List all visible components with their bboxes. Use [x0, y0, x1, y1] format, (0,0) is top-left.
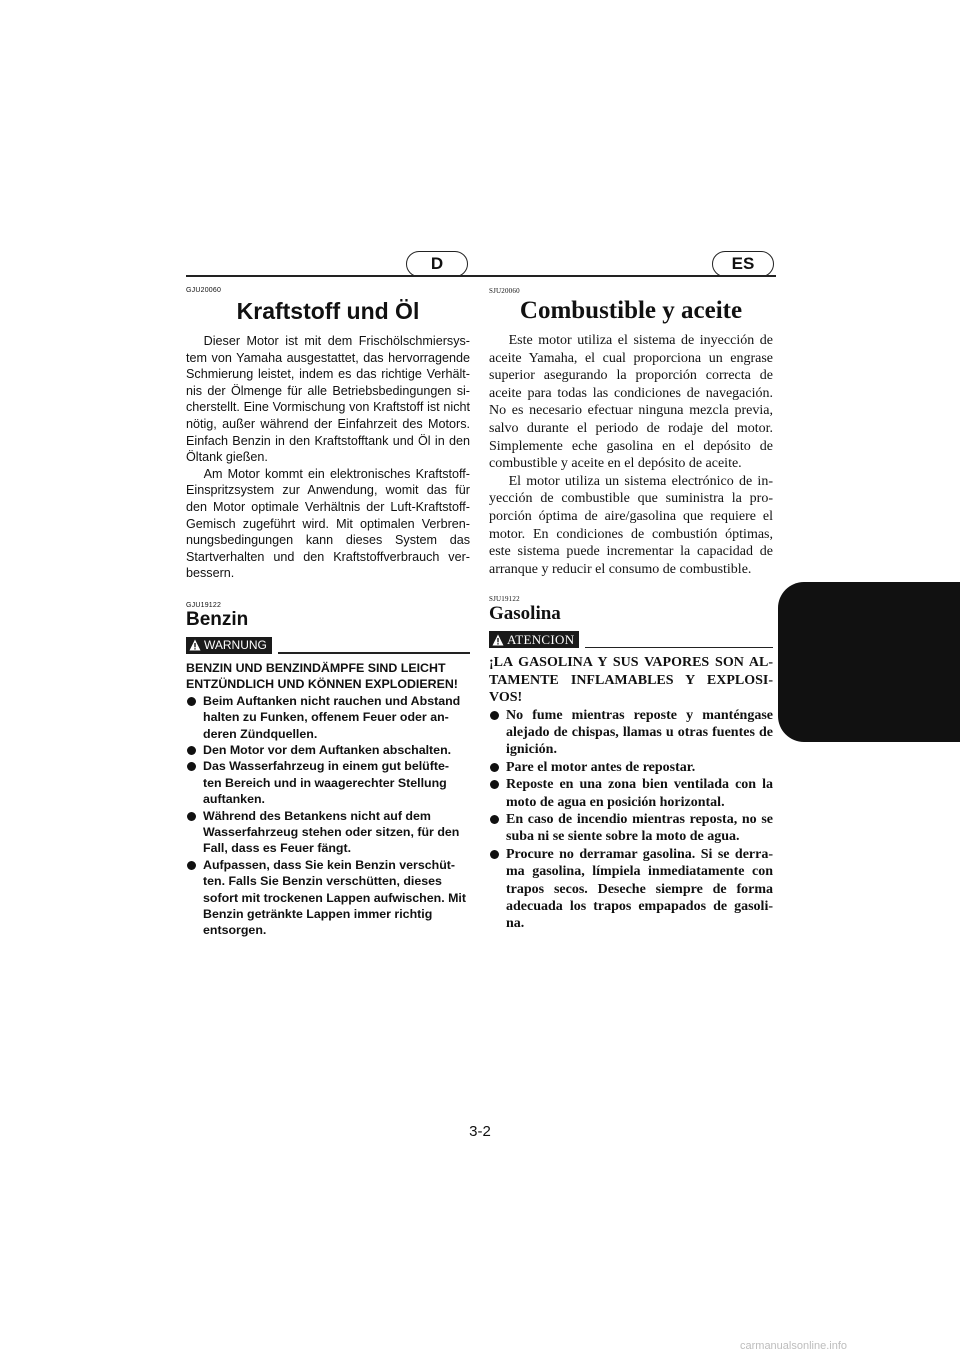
- bullet-icon: [490, 815, 499, 824]
- warning-badge: [489, 631, 579, 648]
- list-item: Beim Auftanken nicht rauchen und Abstand halten zu Funken, offenem Feuer oder an- deren Zündquellen.: [186, 693, 470, 742]
- column-german: [186, 287, 470, 939]
- list-item: Den Motor vor dem Auftanken abschalten.: [186, 742, 470, 758]
- warning-label: WARNUNG: [204, 638, 267, 653]
- section-code: SJU20060: [489, 287, 520, 295]
- paragraph: Dieser Motor ist mit dem Frischölschmiersys- tem von Yamaha ausgestattet, das hervorragende Schmierung leistet, indem es das richtige Verhält- nis der Ölmenge für alle Betriebsbedingungen si- cherstellt. Eine Vormischung von Kraftstoff ist nicht nötig, außer während der Einfahrzeit des Motors. Einfach Benzin in den Kraftstofftank und Öl in den Öltank gießen.: [186, 334, 470, 465]
- list-item: Pare el motor antes de repostar.: [489, 759, 773, 776]
- list-item: Procure no derramar gasolina. Si se derra- ma gasolina, límpiela inmediatamente con trapos secos. Deseche siempre de forma adecuada los trapos empapados de gasoli- na.: [489, 846, 773, 933]
- language-tab-de: D: [406, 251, 468, 277]
- list-item: Das Wasserfahrzeug in einem gut belüfte- ten Bereich und in waagerechter Stellung auftanken.: [186, 758, 470, 807]
- warning-triangle-icon: [492, 634, 504, 646]
- bullet-icon: [490, 850, 499, 859]
- bullet-icon: [187, 746, 196, 755]
- subsection-code: GJU19122: [186, 601, 222, 609]
- list-item: No fume mientras reposte y manténgase alejado de chispas, llamas u otras fuentes de ignición.: [489, 707, 773, 759]
- language-tab-es: ES: [712, 251, 774, 277]
- list-item: Reposte en una zona bien ventilada con la moto de agua en posición horizontal.: [489, 776, 773, 811]
- section-title: Kraftstoff und Öl: [236, 298, 420, 324]
- column-spanish: [489, 287, 773, 933]
- header-rule: [186, 275, 776, 277]
- warning-lead: BENZIN UND BENZINDÄMPFE SIND LEICHT ENTZÜNDLICH UND KÖNNEN EXPLODIEREN!: [186, 660, 458, 692]
- warning-header: [186, 637, 470, 654]
- section-code: GJU20060: [186, 287, 222, 294]
- bullet-icon: [187, 812, 196, 821]
- bullet-icon: [187, 762, 196, 771]
- section-title: Combustible y aceite: [519, 297, 743, 324]
- warning-lead: ¡LA GASOLINA Y SUS VAPORES SON AL- TAMENTE INFLAMABLES Y EXPLOSI- VOS!: [489, 655, 773, 706]
- warning-list: [489, 707, 773, 933]
- paragraph: Am Motor kommt ein elektronisches Kraftstoff- Einspritzsystem zur Anwendung, womit das für den Motor optimale Verhältnis der Luft-Kraftstoff- Gemisch zugeführt wird. Mit optimalen Verbren- nungsbedingungen kann dieses System das Startverhalten und den Kraftstoffverbrauch ver- bessern.: [186, 466, 470, 581]
- subsection-title: Benzin: [186, 608, 249, 630]
- bullet-icon: [490, 711, 499, 720]
- watermark: carmanualsonline.info: [740, 1340, 848, 1352]
- warning-rule: [278, 652, 470, 654]
- subsection-code: SJU19122: [489, 595, 520, 604]
- warning-rule: [585, 647, 773, 649]
- list-item: En caso de incendio mientras reposta, no se suba ni se siente sobre la moto de agua.: [489, 811, 773, 846]
- warning-badge: [186, 637, 272, 654]
- warning-list: [186, 693, 470, 939]
- list-item: Während des Betankens nicht auf dem Wasserfahrzeug stehen oder sitzen, für den Fall, dass es Feuer fängt.: [186, 808, 470, 857]
- bullet-icon: [490, 763, 499, 772]
- warning-label: ATENCION: [507, 631, 575, 647]
- page-number: 3-2: [469, 1123, 491, 1140]
- paragraph: Este motor utiliza el sistema de inyección de aceite Yamaha, el cual proporciona un engrase superior asegurando la proporción correcta de aceite para todas las condiciones de navegación. No es necesario efectuar ninguna mezcla previa, salvo durante el periodo de rodaje del motor. Simplemente eche gasolina en el depósito de combustible y aceite en el depósito de aceite.: [489, 333, 773, 472]
- bullet-icon: [490, 780, 499, 789]
- warning-triangle-icon: [189, 639, 201, 651]
- paragraph: El motor utiliza un sistema electrónico de in- yección de combustible que suministra la pro- porción óptima de aire/gasolina que requiere el motor. En condiciones de combustión óptimas, este sistema puede incrementar la capacidad de arranque y reducir el consumo de combustible.: [489, 473, 773, 577]
- bullet-icon: [187, 861, 196, 870]
- list-item: Aufpassen, dass Sie kein Benzin verschüt- ten. Falls Sie Benzin verschütten, dieses sofort mit trockenen Lappen aufwischen. Mit Benzin getränkte Lappen immer richtig entsorgen.: [186, 857, 470, 939]
- chapter-thumb-tab: [778, 582, 960, 742]
- warning-header: [489, 631, 773, 648]
- subsection-title: Gasolina: [489, 603, 561, 625]
- bullet-icon: [187, 697, 196, 706]
